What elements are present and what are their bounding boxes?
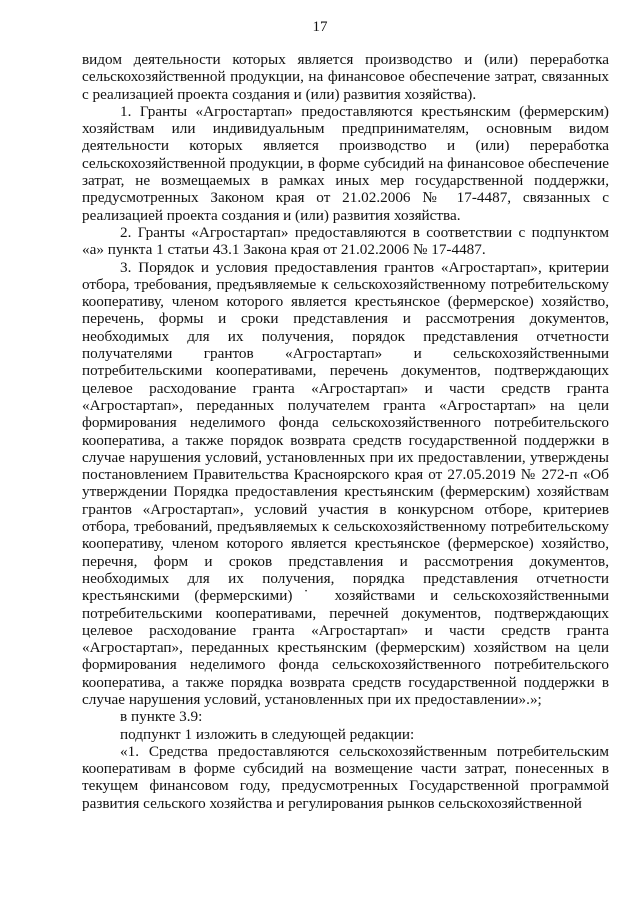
paragraph-item-2: 2. Гранты «Агростартап» предоставляются в соответствии с подпунктом «а» пункта 1 статьи 43.1 Закона края от 21.02.2006 № 17-4487. bbox=[82, 223, 609, 259]
page-number: 17 bbox=[312, 19, 328, 35]
document-body bbox=[82, 51, 609, 812]
paragraph-clause-3-9: в пункте 3.9: bbox=[120, 708, 203, 726]
paragraph-item-3: 3. Порядок и условия предоставления грантов «Агростартап», критерии отбора, требования, предъявляемые к сельскохозяйственному потребительскому кооперативу, членом которого является крестьянское (фермерское) хозяйство, перечень, формы и сроки представления и рассмотрения документов, необходимых для их получения, порядок представления отчетности получателями грантов «Агростартап» и сельскохозяйственными потребительскими кооперативами, перечень документов, подтверждающих целевое расходование гранта «Агростартап» и части средств гранта «Агростартап», переданных получателем гранта «Агростартап» на цели формирования неделимого фонда сельскохозяйственного потребительского кооператива, а также порядок возврата средств государственной поддержки в случае нарушения условий, установленных при их предоставлении, утверждены постановлением Правительства Красноярского края от 27.05.2019 № 272-п «Об утверждении Порядка предоставления крестьянским (фермерским) хозяйствам грантов «Агростартап», условий участия в конкурсном отборе, критериев отбора, требований, предъявляемых к сельскохозяйственному потребительскому кооперативу, членом которого является крестьянское (фермерское) хозяйство, перечня, форм и сроков представления и рассмотрения документов, необходимых для их получения, порядка представления отчетности крестьянскими (фермерскими)˙ хозяйствами и сельскохозяйственными потребительскими кооперативами, перечней документов, подтверждающих целевое расходование гранта «Агростартап» и части средств гранта «Агростартап», переданных крестьянским (фермерским) хозяйством на цели формирования неделимого фонда сельскохозяйственного потребительского кооператива, а также порядка возврата средств государственной поддержки в случае нарушения условий, установленных при их предоставлении».»; bbox=[82, 258, 609, 708]
paragraph-continuation: видом деятельности которых является производство и (или) переработка сельскохозяйственной продукции, на финансовое обеспечение затрат, связанных с реализацией проекта создания и (или) развития хозяйства). bbox=[82, 51, 609, 103]
paragraph-subclause-1-intro: подпункт 1 изложить в следующей редакции: bbox=[120, 725, 415, 743]
paragraph-item-1: 1. Гранты «Агростартап» предоставляются крестьянским (фермерским) хозяйствам или индивидуальным предпринимателям, основным видом деятельности которых является производство и (или) переработка сельскохозяйственной продукции, в форме субсидий на финансовое обеспечение затрат, не возмещаемых в рамках иных мер государственной поддержки, предусмотренных Законом края от 21.02.2006 № 17-4487, связанных с реализацией проекта создания и (или) развития хозяйства. bbox=[82, 102, 609, 224]
paragraph-quoted-item-1: «1. Средства предоставляются сельскохозяйственным потребительским кооперативам в форме субсидий на возмещение части затрат, понесенных в текущем финансовом году, предусмотренных Государственной программой развития сельского хозяйства и регулирования рынков сельскохозяйственной bbox=[82, 742, 609, 812]
